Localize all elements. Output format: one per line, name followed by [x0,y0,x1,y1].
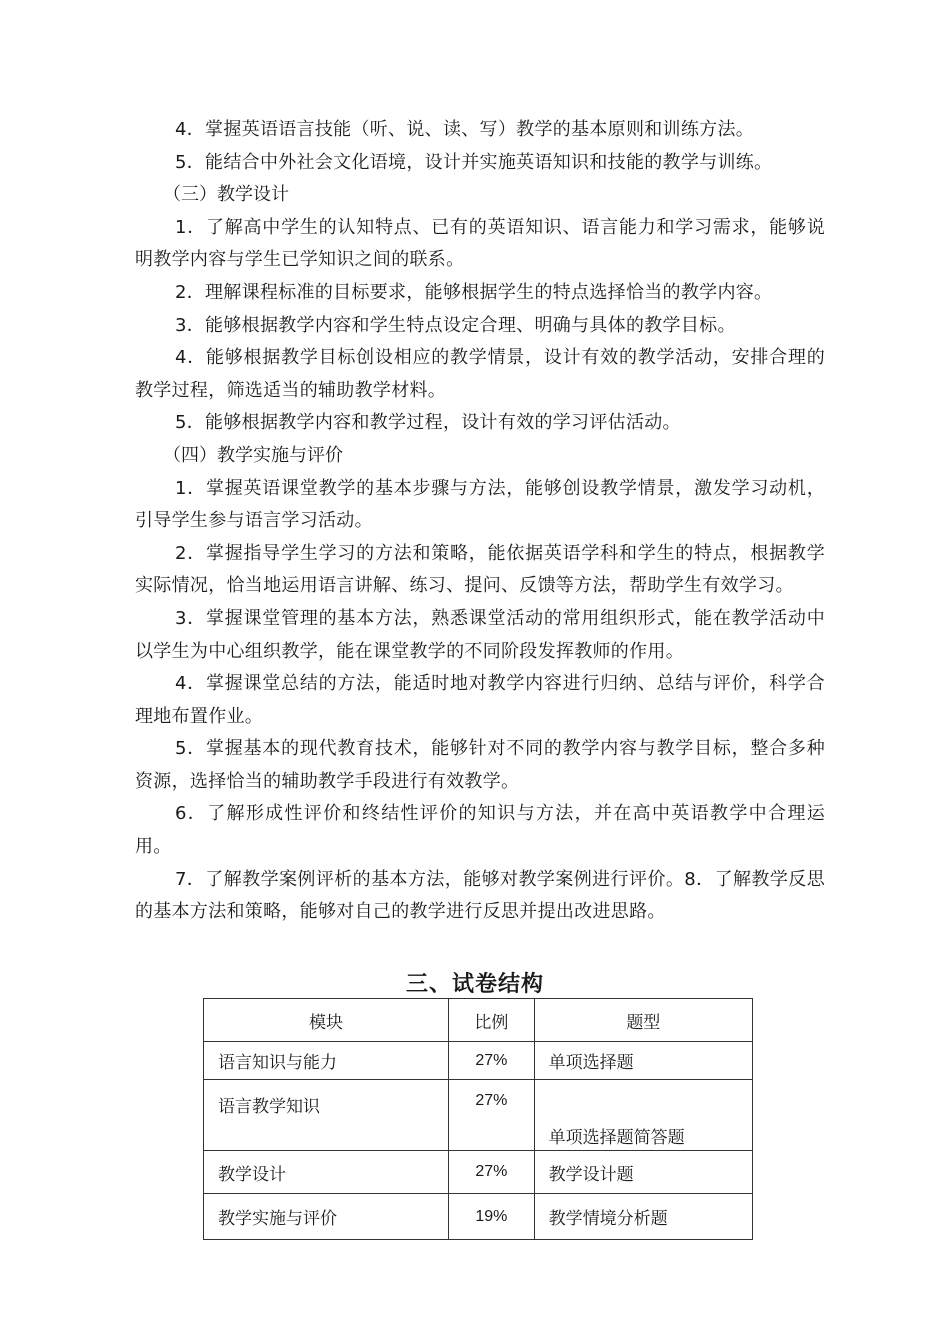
paragraph: 3．掌握课堂管理的基本方法，熟悉课堂活动的常用组织形式，能在教学活动中以学生为中心组织教学，能在课堂教学的不同阶段发挥教师的作用。 [135,607,825,662]
cell-ratio: 19% [449,1194,535,1240]
paragraph: 4．掌握课堂总结的方法，能适时地对教学内容进行归纳、总结与评价，科学合理地布置作业。 [135,673,825,727]
paragraph: 4．能够根据教学目标创设相应的教学情景，设计有效的教学活动，安排合理的教学过程，筛选适当的辅助教学材料。 [135,347,825,401]
table-row [204,1042,753,1080]
paragraph: 5．能够根据教学内容和教学过程，设计有效的学习评估活动。 [175,412,681,434]
header-module: 模块 [204,999,449,1042]
subsection-heading: （四）教学实施与评价 [163,444,343,466]
paragraph: 3．能够根据教学内容和学生特点设定合理、明确与具体的教学目标。 [175,314,736,336]
cell-question-type: 单项选择题简答题 [534,1080,752,1151]
paragraph: 7．了解教学案例评析的基本方法，能够对教学案例进行评价。8．了解教学反思的基本方法和策略，能够对自己的教学进行反思并提出改进思路。 [135,868,825,923]
paragraph: 1．掌握英语课堂教学的基本步骤与方法，能够创设教学情景，激发学习动机，引导学生参与语言学习活动。 [135,477,825,532]
cell-module: 教学实施与评价 [204,1194,449,1240]
header-question-type: 题型 [534,999,752,1042]
exam-structure-table [203,998,753,1240]
cell-question-type: 教学情境分析题 [534,1194,752,1240]
table-row [204,1151,753,1194]
table-row [204,1194,753,1240]
paragraph: 2．理解课程标准的目标要求，能够根据学生的特点选择恰当的教学内容。 [175,281,773,303]
paragraph: 1．了解高中学生的认知特点、已有的英语知识、语言能力和学习需求，能够说明教学内容与学生已学知识之间的联系。 [135,216,825,271]
cell-ratio: 27% [449,1080,535,1151]
paragraph: 4．掌握英语语言技能（听、说、读、写）教学的基本原则和训练方法。 [175,119,755,140]
subsection-heading: （三）教学设计 [163,184,289,206]
header-ratio: 比例 [449,999,535,1042]
paragraph: 2．掌握指导学生学习的方法和策略，能依据英语学科和学生的特点，根据教学实际情况，恰当地运用语言讲解、练习、提问、反馈等方法，帮助学生有效学习。 [135,542,825,597]
cell-question-type: 单项选择题 [534,1042,752,1080]
cell-question-type: 教学设计题 [534,1151,752,1194]
paragraph: 6．了解形成性评价和终结性评价的知识与方法，并在高中英语教学中合理运用。 [135,803,825,858]
body-text [135,114,825,929]
paragraph: 5．掌握基本的现代教育技术，能够针对不同的教学内容与教学目标，整合多种资源，选择恰当的辅助教学手段进行有效教学。 [135,738,825,792]
cell-module: 教学设计 [204,1151,449,1194]
section-title: 三、试卷结构 [405,972,544,997]
cell-module: 语言教学知识 [204,1080,449,1151]
paragraph: 5．能结合中外社会文化语境，设计并实施英语知识和技能的教学与训练。 [175,151,773,173]
cell-ratio: 27% [449,1042,535,1080]
table-header-row [204,999,753,1042]
cell-module: 语言知识与能力 [204,1042,449,1080]
cell-ratio: 27% [449,1151,535,1194]
table-row [204,1080,753,1151]
